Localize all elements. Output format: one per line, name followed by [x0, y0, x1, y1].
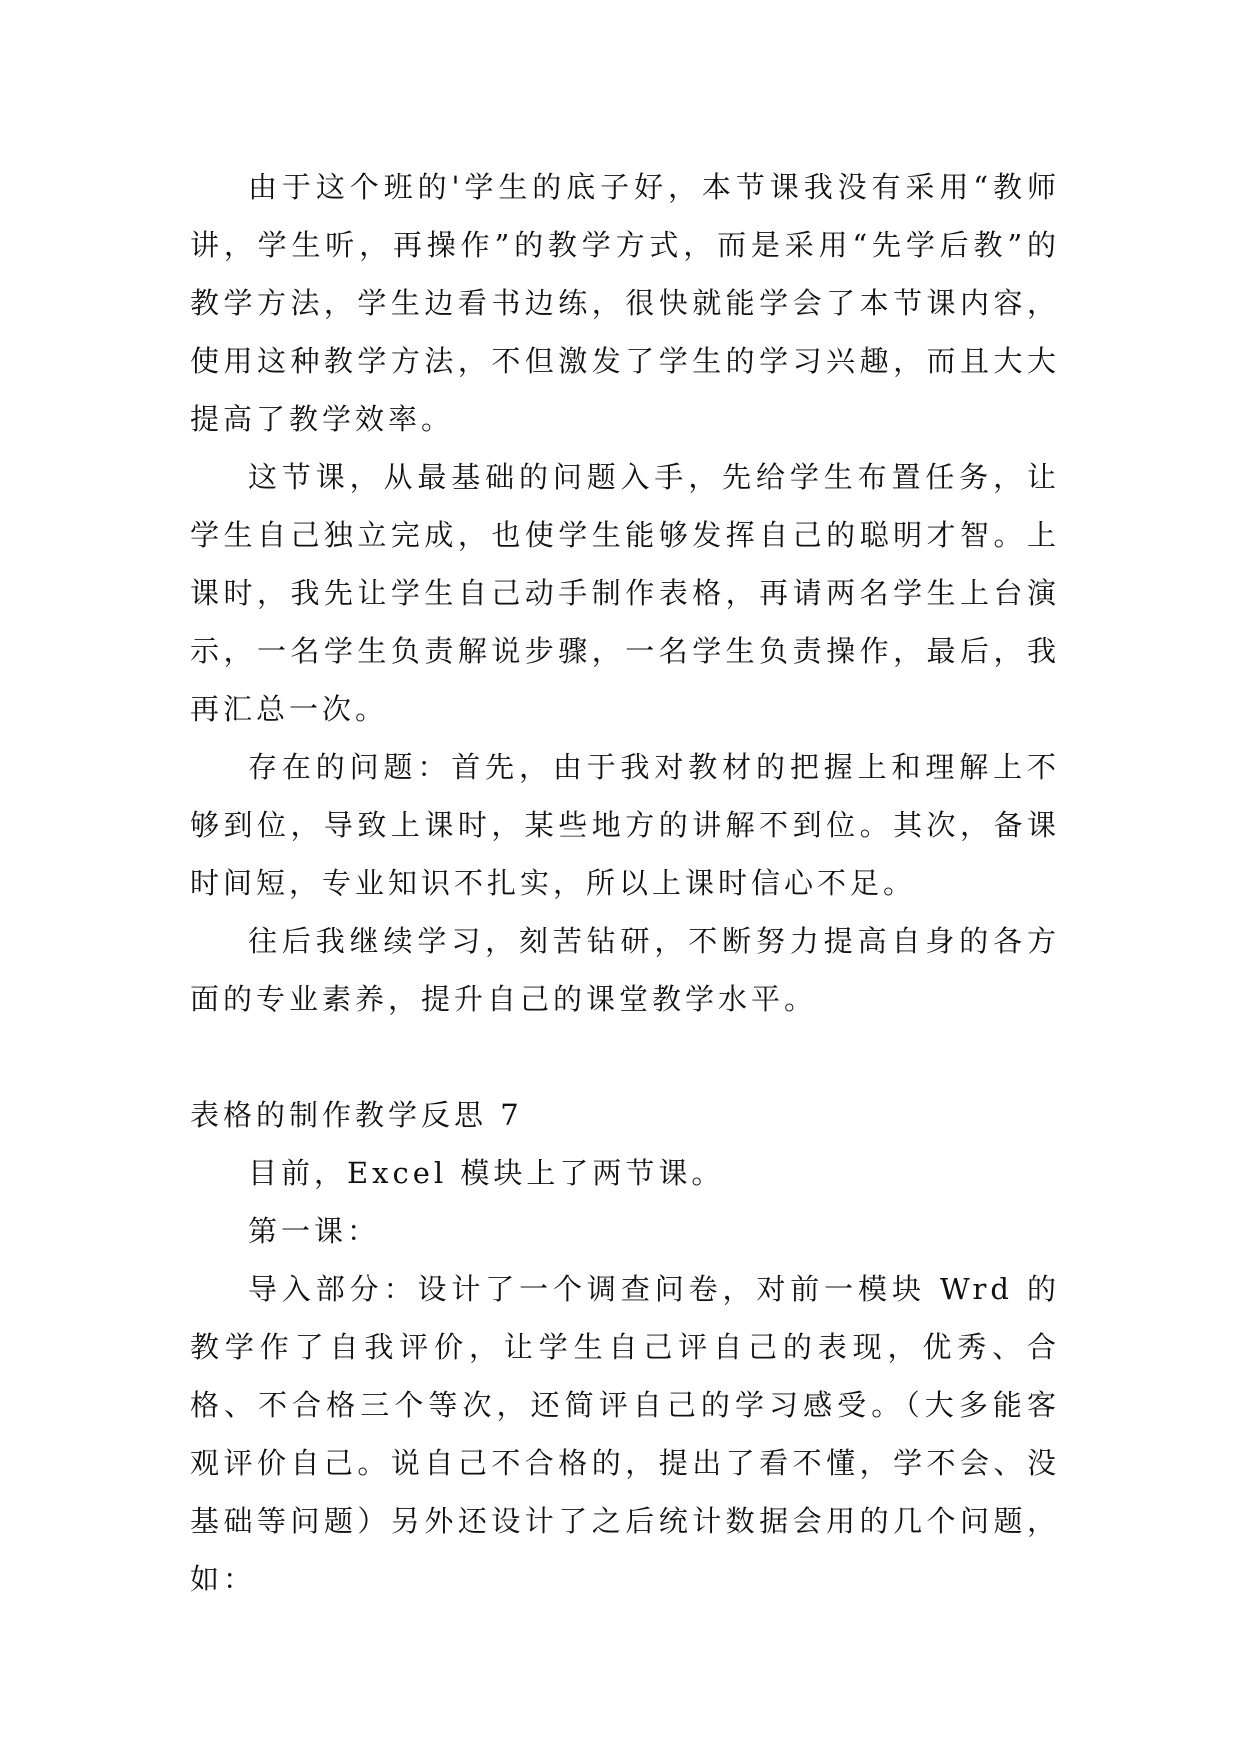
paragraph-future-plan: 往后我继续学习，刻苦钻研，不断努力提高自身的各方面的专业素养，提升自己的课堂教学水平。	[190, 924, 1060, 1016]
paragraph-introduction-part: 导入部分：设计了一个调查问卷，对前一模块 Wrd 的教学作了自我评价，让学生自己评自己的表现，优秀、合格、不合格三个等次，还简评自己的学习感受。（大多能客观评价自己。说自己不合格的，提出了看不懂，学不会、没基础等问题）另外还设计了之后统计数据会用的几个问题，如：	[190, 1272, 1060, 1596]
paragraph-lesson-process: 这节课，从最基础的问题入手，先给学生布置任务，让学生自己独立完成，也使学生能够发挥自己的聪明才智。上课时，我先让学生自己动手制作表格，再请两名学生上台演示，一名学生负责解说步骤，一名学生负责操作，最后，我再汇总一次。	[190, 460, 1060, 726]
paragraph-first-lesson: 第一课：	[248, 1214, 381, 1248]
paragraph-excel-intro: 目前，Excel 模块上了两节课。	[248, 1156, 725, 1190]
paragraph-problems: 存在的问题：首先，由于我对教材的把握上和理解上不够到位，导致上课时，某些地方的讲解不到位。其次，备课时间短，专业知识不扎实，所以上课时信心不足。	[190, 750, 1060, 900]
paragraph-teaching-method: 由于这个班的'学生的底子好，本节课我没有采用“教师讲，学生听，再操作”的教学方式，而是采用“先学后教”的教学方法，学生边看书边练，很快就能学会了本节课内容，使用这种教学方法，不但激发了学生的学习兴趣，而且大大提高了教学效率。	[190, 170, 1060, 436]
document-body	[190, 158, 1060, 1608]
section-title: 表格的制作教学反思 7	[190, 1098, 523, 1132]
